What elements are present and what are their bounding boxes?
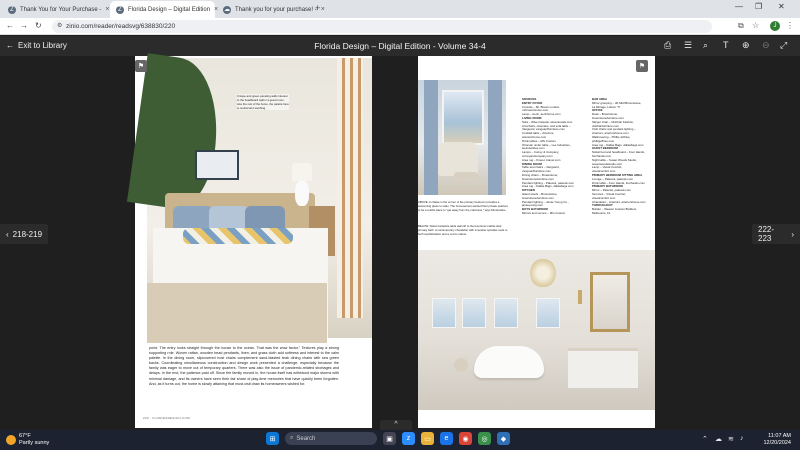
clock-date: 12/20/2024 <box>763 439 791 446</box>
sources-entry: oldchairfurniture.com <box>592 123 619 128</box>
sources-entry: brownstonefurniture.com <box>592 115 624 120</box>
reload-icon[interactable]: ↻ <box>35 21 42 30</box>
sources-entry: visualcomfort.com <box>592 169 616 174</box>
sources-entry: Sconces – Visual Comfort, <box>592 191 627 196</box>
onedrive-cloud-icon[interactable]: ☁ <box>715 436 722 443</box>
close-window-icon[interactable]: ✕ <box>778 2 785 11</box>
clock-time: 11:07 AM <box>768 433 791 439</box>
previous-pages-label: 218-219 <box>12 229 43 239</box>
wifi-icon[interactable]: ≋ <box>728 436 734 443</box>
print-icon[interactable]: ⎙ <box>664 40 672 50</box>
sources-entry: mrbrownlondon.com <box>522 108 549 113</box>
back-icon[interactable]: ← <box>6 21 14 30</box>
browser-tab-strip <box>0 0 800 18</box>
sources-entry: Lamp – Visual Comfort, <box>592 165 623 170</box>
sources-entry: susanwoodsstudio.com <box>592 161 623 166</box>
forward-icon[interactable]: → <box>20 21 28 30</box>
thumbnail-drawer-toggle[interactable]: ^ <box>380 420 412 430</box>
sources-entry: Dining chairs – Brownstone, <box>522 172 558 177</box>
minimize-icon[interactable]: — <box>735 2 743 11</box>
reader-toolbar <box>0 36 800 56</box>
weather-widget[interactable] <box>6 433 49 446</box>
sources-entry: arteriorshome.com <box>522 134 547 139</box>
table-of-contents-icon[interactable]: ☰ <box>684 40 693 50</box>
zinio-favicon-icon: Z <box>8 6 16 14</box>
url-field[interactable] <box>52 20 712 33</box>
sources-entry: brownstonefurniture.com <box>522 176 554 181</box>
new-tab-icon[interactable]: + <box>315 3 321 13</box>
sources-entry: leeindustries.com <box>522 146 545 151</box>
sources-column-1 <box>522 98 592 216</box>
reader-stage <box>0 56 800 430</box>
zoom-out-icon[interactable]: ⊖ <box>762 40 770 50</box>
tab-thank-you-purchase[interactable] <box>2 1 110 18</box>
sources-heading: SOURCES <box>522 97 537 101</box>
photo-caption: Unique and green-paneling adds interest to the headboard wall in a guest room. Like the rest of the home, the palette here is neutral and soothing. <box>237 94 289 110</box>
profile-avatar[interactable]: J <box>770 21 780 31</box>
bookmark-star-icon[interactable]: ☆ <box>752 21 760 30</box>
sources-entry: Mirror grouping – JR Mild Brownstone, <box>592 100 642 105</box>
sources-entry: Ottoman under table – Lee Industries, <box>522 142 571 147</box>
app-icon[interactable]: ◆ <box>497 432 510 445</box>
sources-entry: Club chairs and pendant lighting – <box>592 127 636 132</box>
sources-heading: DINING ROOM <box>522 161 542 166</box>
sources-heading: OFFICE <box>592 108 603 113</box>
sources-entry: Sofa – Wise Casuals, wisecasuals.com <box>522 119 573 124</box>
sources-entry: Console – Mr. Brown London, <box>522 104 561 109</box>
sources-entry: Lamps – Currey & Company, <box>522 150 560 155</box>
sources-column-2 <box>592 98 662 216</box>
sources-heading: THROUGHOUT <box>592 203 613 208</box>
sources-entry: Mirror – Palecek, palecek.com <box>592 188 631 193</box>
sources-heading: PRIMARY BEDROOM SITTING AREA <box>592 172 643 177</box>
caption-above: ABOVE: A chaise in the corner of the primary bedroom provides a welcoming place to relax. The homeowners wanted their private quarters to be a restful place to "get away from the craziness," says Montecalvo. <box>418 200 508 212</box>
show-hidden-icons[interactable]: ⌃ <box>702 436 708 443</box>
menu-dots-icon[interactable]: ⋮ <box>786 21 794 30</box>
search-icon: ⌕ <box>290 435 294 441</box>
exit-to-library-button[interactable] <box>6 41 67 50</box>
task-view-icon[interactable]: ▣ <box>383 432 396 445</box>
next-pages-label: 222-223 <box>758 225 775 243</box>
tab-title: Thank You for Your Purchase - <box>20 6 102 13</box>
tab-thank-you-purchase-2[interactable] <box>217 1 325 18</box>
install-app-icon[interactable]: ⧉ <box>738 21 744 30</box>
tab-florida-design[interactable] <box>110 1 219 18</box>
cloud-favicon-icon: ☁ <box>224 7 230 13</box>
sources-heading: BOYS BATHROOM <box>522 207 548 212</box>
sources-entry: Island stools – Brownstone, <box>522 191 558 196</box>
exit-label: Exit to Library <box>18 41 67 50</box>
temperature: 67°F <box>19 433 31 439</box>
search-icon[interactable]: ⌕ <box>703 40 709 50</box>
sources-heading: GUEST BEDROOM <box>592 146 618 151</box>
publication-title: Florida Design – Digital Edition - Volume 34-4 <box>314 41 486 51</box>
chevron-right-icon: › <box>791 229 794 239</box>
volume-icon[interactable]: ♪ <box>740 435 744 442</box>
sources-entry: brownstonefurniture.com <box>522 195 554 200</box>
sources-entry: vanguardfurniture.com <box>522 169 551 174</box>
sources-entry: Drink tables – MG Custom <box>522 138 556 143</box>
sources-entry: Drink table – Four Hands, fourhands.com <box>592 180 645 185</box>
sources-entry: fourhands.com <box>592 153 612 158</box>
sources-entry: Pendant lighting – Palecek, palecek.com <box>522 180 575 185</box>
weather-condition: Partly sunny <box>19 439 50 446</box>
next-pages-button[interactable] <box>752 224 800 244</box>
bookmark-right-icon[interactable]: ⚑ <box>636 60 648 72</box>
sources-entry: Builder – Weaver Custom Builders, <box>592 207 637 212</box>
sources-entry: Area rug – Kravet, kravet.com <box>522 157 561 162</box>
close-tab-icon[interactable]: × <box>320 6 325 13</box>
edge-browser-icon[interactable]: e <box>440 432 453 445</box>
start-icon[interactable]: ⊞ <box>266 432 279 445</box>
previous-pages-button[interactable] <box>0 224 48 244</box>
sources-entry: Wallcovering – Phillip Jeffries, <box>592 134 631 139</box>
close-tab-icon[interactable]: × <box>105 6 110 13</box>
site-info-icon[interactable]: ⚙ <box>57 23 63 29</box>
zinio-favicon-icon: Z <box>116 6 124 14</box>
sources-heading: KITCHEN <box>522 188 535 193</box>
zoom-app-icon[interactable]: z <box>402 432 415 445</box>
guest-bedroom-photo <box>147 58 372 338</box>
sources-entry: Night table – Susan Woods Studio, <box>592 157 637 162</box>
primary-bath-photo <box>418 250 655 410</box>
sources-entry: Lounge – Palecek, palecek.com <box>592 176 633 181</box>
sources-entry: jamieyoung.com <box>522 203 544 208</box>
sources-entry: phillipjeffries.com <box>592 138 615 143</box>
partly-sunny-icon <box>6 435 16 445</box>
taskbar-search[interactable] <box>285 432 377 445</box>
sources-heading: PRIMARY BATHROOM <box>592 184 623 189</box>
chevron-left-icon: ‹ <box>6 229 9 239</box>
magazine-page-left <box>135 56 372 428</box>
address-bar <box>0 18 800 35</box>
close-tab-icon[interactable]: × <box>214 6 219 13</box>
magazine-page-right <box>418 56 655 428</box>
sources-entry: Melbourne, FL <box>592 210 611 215</box>
sources-entry: Armchairs, ottomans, and sofa table – <box>522 123 571 128</box>
sources-entry: La Mirrage, Lisbon 'Tl' <box>592 104 621 109</box>
sources-entry: Lamp – Aerin, aerinhome.com <box>522 112 561 117</box>
sources-entry: curreyandcompany.com <box>522 153 553 158</box>
sources-entry: Arteriors, arteriorshome.com <box>592 131 629 136</box>
sources-entry: Table and chairs – Vanguard, <box>522 165 560 170</box>
tab-title: Florida Design – Digital Edition <box>128 6 211 13</box>
zoom-in-icon[interactable]: ⊕ <box>742 40 750 50</box>
windows-taskbar <box>0 430 800 450</box>
page-folio: 220 · FLORIDADESIGN.COM <box>143 416 190 420</box>
sources-entry: Area rug – Dallas Bags, dallasbags.com <box>522 184 574 189</box>
tab-title: Thank you for your purchase! - <box>235 6 317 13</box>
sources-entry: Desk – Brownstone, <box>592 112 618 117</box>
sources-entry: Area rug – Dallas Bags, dallasbags.com <box>592 142 644 147</box>
fullscreen-icon[interactable]: ⤢ <box>780 40 788 50</box>
text-view-icon[interactable]: T <box>723 40 729 50</box>
sources-heading: BAR AREA <box>592 97 608 101</box>
chrome-profile-icon[interactable]: ◎ <box>478 432 491 445</box>
sources-entry: Mirrors and sconce – MG Custom <box>522 210 566 215</box>
system-clock[interactable] <box>753 433 791 446</box>
url-text: zinio.com/reader/readsvg/638830/220 <box>66 23 176 30</box>
maximize-icon[interactable]: ❐ <box>755 2 763 11</box>
chrome-browser-icon[interactable]: ◉ <box>459 432 472 445</box>
sources-entry: Chandelier – Arteriors, arteriorshome.com <box>592 199 646 204</box>
article-body: point. The entry looks straight through the house to the ocean. That was the wow factor." Textures play a strong supporting role. Woven rattan, wooden bead pendants, linen, and grass cloth add softness and interest to the calm palette. In the dining room, slipcovered host chairs complement sand-blasted teak dining chairs with sea green backs. Coordinating simultaneous construction and design work presented a challenge, especially because the family was eager to move out of temporary quarters. There was also the issue of pandemic-related shortages and delays. In the end, the patience paid off. Since the family moved in, the house itself has withstood major storms with minimal damage, and its owners have seen their fair share of play-time memories that have quickly been forgotten. And, as it turns out, the home is slowly attaining that must-visit draw its homeowners wished for. <box>149 346 339 386</box>
sources-entry: Cocktail table – Arteriors, <box>522 131 555 136</box>
caption-below: BELOW: Swiss hardware adds warmth to the luxurious marble-clad primary bath. A contemporary chandelier with smoother spindles nods to both sophistication and a nod to nature. <box>418 224 508 236</box>
arrow-left-icon: ← <box>6 41 14 50</box>
sources-entry: Nickel bed and headboard – Four Hands, <box>592 150 645 155</box>
sources-heading: LIVING ROOM <box>522 115 542 120</box>
file-explorer-icon[interactable]: ▭ <box>421 432 434 445</box>
bedroom-sitting-area-photo <box>418 80 506 195</box>
search-label: Search <box>296 435 316 442</box>
sources-entry: Pendant lighting – Jamie Young Co., <box>522 199 569 204</box>
sources-heading: ENTRY FOYER <box>522 100 543 105</box>
sources-entry: Vanguard, vanguardfurniture.com <box>522 127 565 132</box>
sources-entry: visualcomfort.com <box>592 195 616 200</box>
bookmark-left-icon[interactable]: ⚑ <box>135 60 147 72</box>
sources-entry: Slipper chair – Oldchair Fashion, <box>592 119 634 124</box>
